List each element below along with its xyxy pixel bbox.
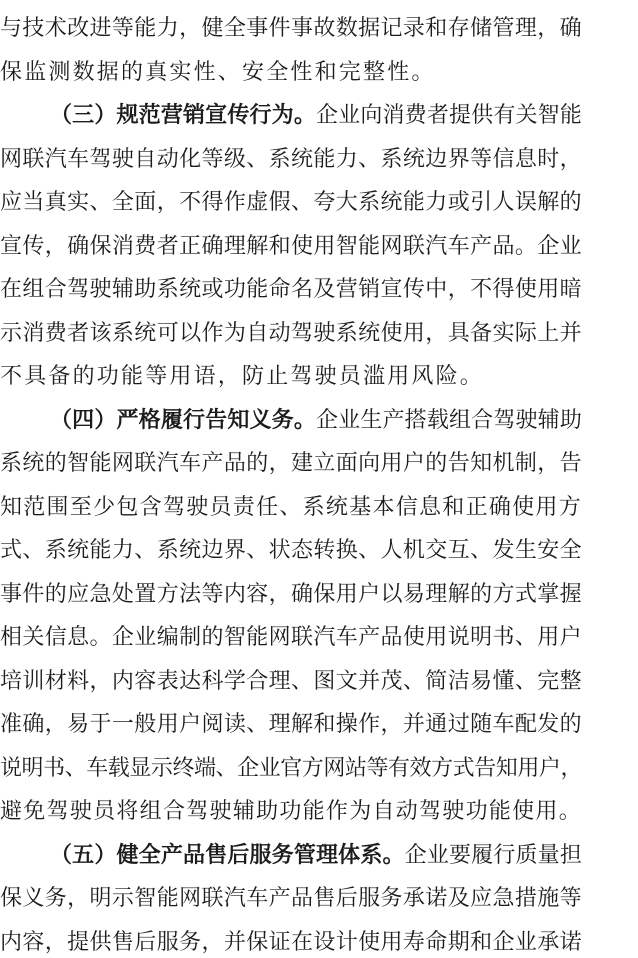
paragraph-line: 式、系统能力、系统边界、状态转换、人机交互、发生安全 [0, 538, 582, 563]
paragraph-line: 保义务，明示智能网联汽车产品售后服务承诺及应急措施等 [0, 886, 582, 911]
paragraph-line: 准确，易于一般用户阅读、理解和操作，并通过随车配发的 [0, 712, 582, 737]
paragraph-first-line [0, 406, 638, 436]
paragraph-text: 企业要履行质量担 [404, 843, 583, 868]
paragraph-line: 内容，提供售后服务，并保证在设计使用寿命期和企业承诺 [0, 930, 582, 955]
paragraph-first-line [0, 101, 638, 131]
paragraph-text: 企业向消费者提供有关智能 [316, 103, 582, 128]
paragraph-line: 系统的智能网联汽车产品的，建立面向用户的告知机制，告 [0, 451, 582, 476]
paragraph-line: 避免驾驶员将组合驾驶辅助功能作为自动驾驶功能使用。 [0, 799, 582, 824]
paragraph-line: 宣传，确保消费者正确理解和使用智能网联汽车产品。企业 [0, 234, 582, 259]
paragraph-line: 与技术改进等能力，健全事件事故数据记录和存储管理，确 [0, 16, 582, 41]
paragraph-line: 相关信息。企业编制的智能网联汽车产品使用说明书、用户 [0, 625, 582, 650]
paragraph-line: 说明书、车载显示终端、企业官方网站等有效方式告知用户， [0, 756, 582, 781]
paragraph-first-line [0, 841, 638, 871]
paragraph-line: 培训材料，内容表达科学合理、图文并茂、简洁易懂、完整 [0, 669, 582, 694]
section-heading: （五）健全产品售后服务管理体系。 [50, 843, 405, 868]
paragraph-line: 保监测数据的真实性、安全性和完整性。 [0, 60, 436, 85]
paragraph-line: 应当真实、全面，不得作虚假、夸大系统能力或引人误解的 [0, 190, 582, 215]
section-heading: （四）严格履行告知义务。 [50, 408, 316, 433]
paragraph-text: 企业生产搭载组合驾驶辅助 [316, 408, 582, 433]
paragraph-line: 不具备的功能等用语，防止驾驶员滥用风险。 [0, 364, 485, 389]
paragraph-line: 在组合驾驶辅助系统或功能命名及营销宣传中，不得使用暗 [0, 277, 582, 302]
paragraph-line: 网联汽车驾驶自动化等级、系统能力、系统边界等信息时， [0, 147, 582, 172]
section-heading: （三）规范营销宣传行为。 [50, 103, 316, 128]
paragraph-line: 事件的应急处置方法等内容，确保用户以易理解的方式掌握 [0, 582, 582, 607]
paragraph-line: 知范围至少包含驾驶员责任、系统基本信息和正确使用方 [0, 495, 582, 520]
paragraph-line: 示消费者该系统可以作为自动驾驶系统使用，具备实际上并 [0, 321, 582, 346]
